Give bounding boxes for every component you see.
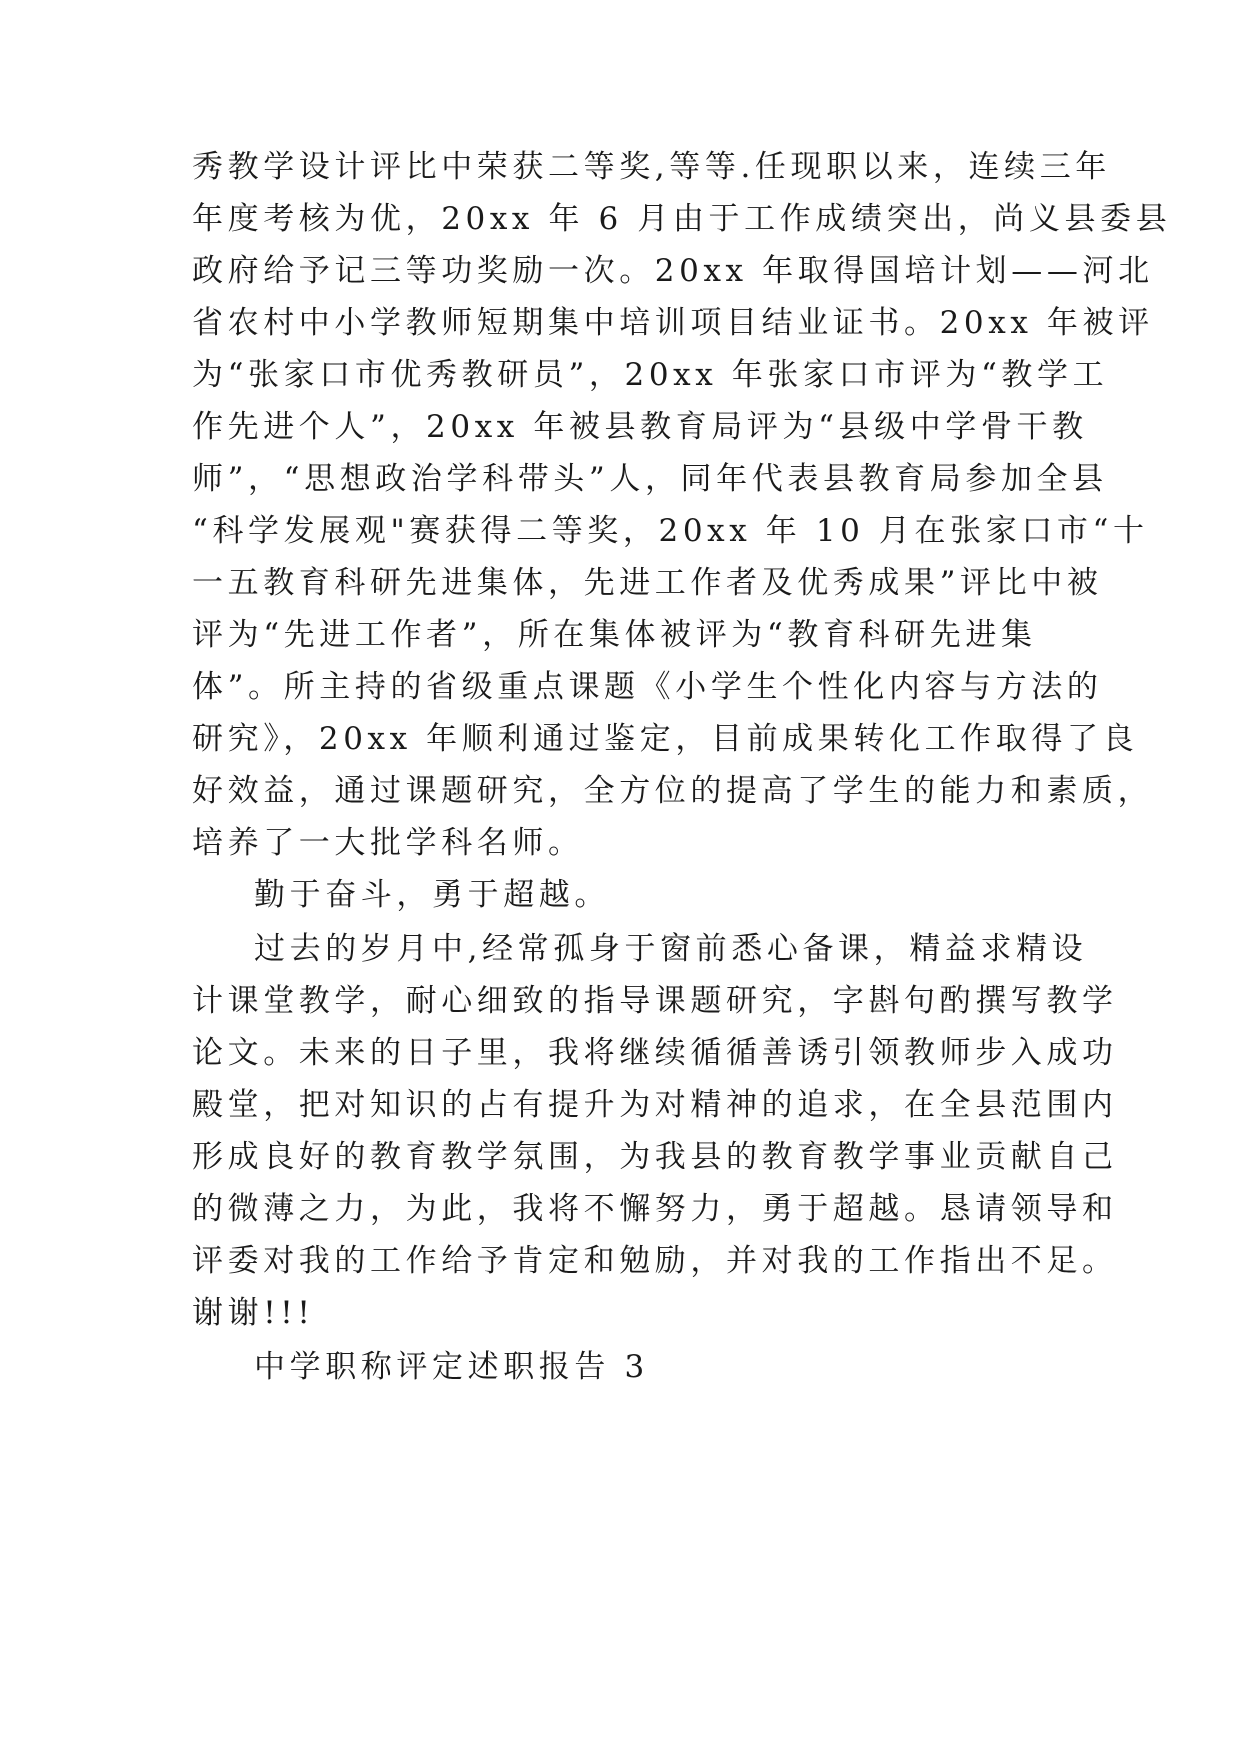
paragraph-line: 好效益，通过课题研究，全方位的提高了学生的能力和素质，: [192, 773, 1154, 809]
paragraph-line: 评为“先进工作者”，所在集体被评为“教育科研先进集: [192, 617, 1037, 653]
paragraph-line: 过去的岁月中,经常孤身于窗前悉心备课，精益求精设: [254, 931, 1088, 967]
paragraph-line: 师”，“思想政治学科带头”人，同年代表县教育局参加全县: [192, 461, 1108, 497]
paragraph-line: 省农村中小学教师短期集中培训项目结业证书。20xx 年被评: [192, 305, 1154, 341]
paragraph-line: 培养了一大批学科名师。: [192, 825, 584, 861]
paragraph-line: 殿堂，把对知识的占有提升为对精神的追求，在全县范围内: [192, 1087, 1118, 1123]
paragraph-line: “科学发展观"赛获得二等奖，20xx 年 10 月在张家口市“十: [192, 513, 1149, 549]
paragraph-line: 评委对我的工作给予肯定和勉励，并对我的工作指出不足。: [192, 1243, 1118, 1279]
paragraph-line: 研究》，20xx 年顺利通过鉴定，目前成果转化工作取得了良: [192, 721, 1139, 757]
paragraph-line: 的微薄之力，为此，我将不懈努力，勇于超越。恳请领导和: [192, 1191, 1118, 1227]
paragraph-line: 体”。所主持的省级重点课题《小学生个性化内容与方法的: [192, 669, 1103, 705]
paragraph-line: 一五教育科研先进集体，先进工作者及优秀成果”评比中被: [192, 565, 1103, 601]
paragraph-line: 作先进个人”，20xx 年被县教育局评为“县级中学骨干教: [192, 409, 1088, 445]
paragraph-line: 论文。未来的日子里，我将继续循循善诱引领教师步入成功: [192, 1035, 1118, 1071]
paragraph-line: 形成良好的教育教学氛围，为我县的教育教学事业贡献自己: [192, 1139, 1118, 1175]
paragraph-line: 为“张家口市优秀教研员”，20xx 年张家口市评为“教学工: [192, 357, 1109, 393]
section-title: 中学职称评定述职报告 3: [254, 1349, 649, 1385]
paragraph-line: 计课堂教学，耐心细致的指导课题研究，字斟句酌撰写教学: [192, 983, 1118, 1019]
paragraph-line: 谢谢!!!: [192, 1295, 315, 1331]
paragraph-line: 政府给予记三等功奖励一次。20xx 年取得国培计划——河北: [192, 253, 1154, 289]
paragraph-line: 秀教学设计评比中荣获二等奖,等等.任现职以来，连续三年: [192, 149, 1111, 185]
paragraph-line: 年度考核为优，20xx 年 6 月由于工作成绩突出，尚义县委县: [192, 201, 1172, 237]
heading-line: 勤于奋斗，勇于超越。: [254, 877, 610, 913]
